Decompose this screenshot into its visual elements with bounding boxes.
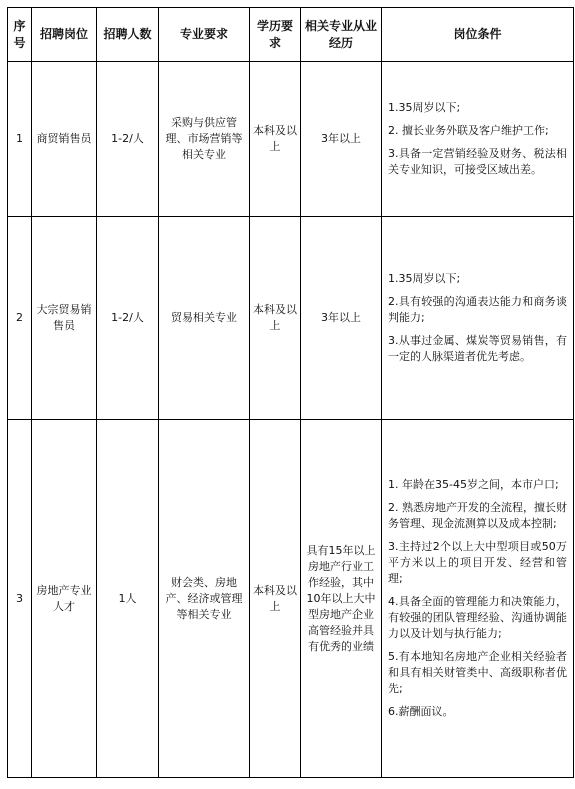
condition-item: 1.35周岁以下; <box>388 101 461 114</box>
row-no: 3 <box>8 420 32 778</box>
row-education: 本科及以上 <box>250 62 301 217</box>
row-conditions <box>382 420 574 778</box>
header-education: 学历要求 <box>250 8 301 62</box>
header-experience: 相关专业从业经历 <box>301 8 382 62</box>
condition-item: 4.具备全面的管理能力和决策能力，有较强的团队管理经验、沟通协调能力以及计划与执行能力; <box>388 595 567 640</box>
row-position: 商贸销售员 <box>32 62 97 217</box>
row-major: 财会类、房地产、经济或管理等相关专业 <box>159 420 250 778</box>
condition-item: 1. 年龄在35-45岁之间，本市户口; <box>388 478 559 491</box>
row-position: 大宗贸易销售员 <box>32 217 97 420</box>
row-conditions <box>382 217 574 420</box>
recruitment-table <box>7 7 574 778</box>
row-education: 本科及以上 <box>250 217 301 420</box>
condition-item: 3.主持过2个以上大中型项目或50万平方米以上的项目开发、经营和管理; <box>388 540 567 585</box>
row-experience: 具有15年以上房地产行业工作经验，其中10年以上大中型房地产企业高管经验并具有优秀的业绩 <box>301 420 382 778</box>
row-count: 1-2/人 <box>97 62 159 217</box>
header-no: 序号 <box>8 8 32 62</box>
header-count: 招聘人数 <box>97 8 159 62</box>
table-row <box>8 420 574 778</box>
row-experience: 3年以上 <box>301 62 382 217</box>
condition-item: 2. 熟悉房地产开发的全流程，擅长财务管理、现金流测算以及成本控制; <box>388 501 567 530</box>
row-education: 本科及以上 <box>250 420 301 778</box>
header-major: 专业要求 <box>159 8 250 62</box>
row-count: 1人 <box>97 420 159 778</box>
row-experience: 3年以上 <box>301 217 382 420</box>
row-major: 贸易相关专业 <box>159 217 250 420</box>
header-conditions: 岗位条件 <box>382 8 574 62</box>
condition-item: 2. 擅长业务外联及客户维护工作; <box>388 124 549 137</box>
row-major: 采购与供应管理、市场营销等相关专业 <box>159 62 250 217</box>
condition-item: 3.具备一定营销经验及财务、税法相关专业知识，可接受区域出差。 <box>388 147 567 176</box>
table-row <box>8 217 574 420</box>
condition-item: 5.有本地知名房地产企业相关经验者和具有相关财管类中、高级职称者优先; <box>388 650 567 695</box>
condition-item: 6.薪酬面议。 <box>388 705 454 718</box>
row-no: 1 <box>8 62 32 217</box>
row-position: 房地产专业人才 <box>32 420 97 778</box>
condition-item: 3.从事过金属、煤炭等贸易销售，有一定的人脉渠道者优先考虑。 <box>388 334 567 363</box>
row-count: 1-2/人 <box>97 217 159 420</box>
condition-item: 1.35周岁以下; <box>388 272 461 285</box>
condition-item: 2.具有较强的沟通表达能力和商务谈判能力; <box>388 295 567 324</box>
header-position: 招聘岗位 <box>32 8 97 62</box>
table-row <box>8 62 574 217</box>
row-conditions <box>382 62 574 217</box>
header-row <box>8 8 574 62</box>
row-no: 2 <box>8 217 32 420</box>
